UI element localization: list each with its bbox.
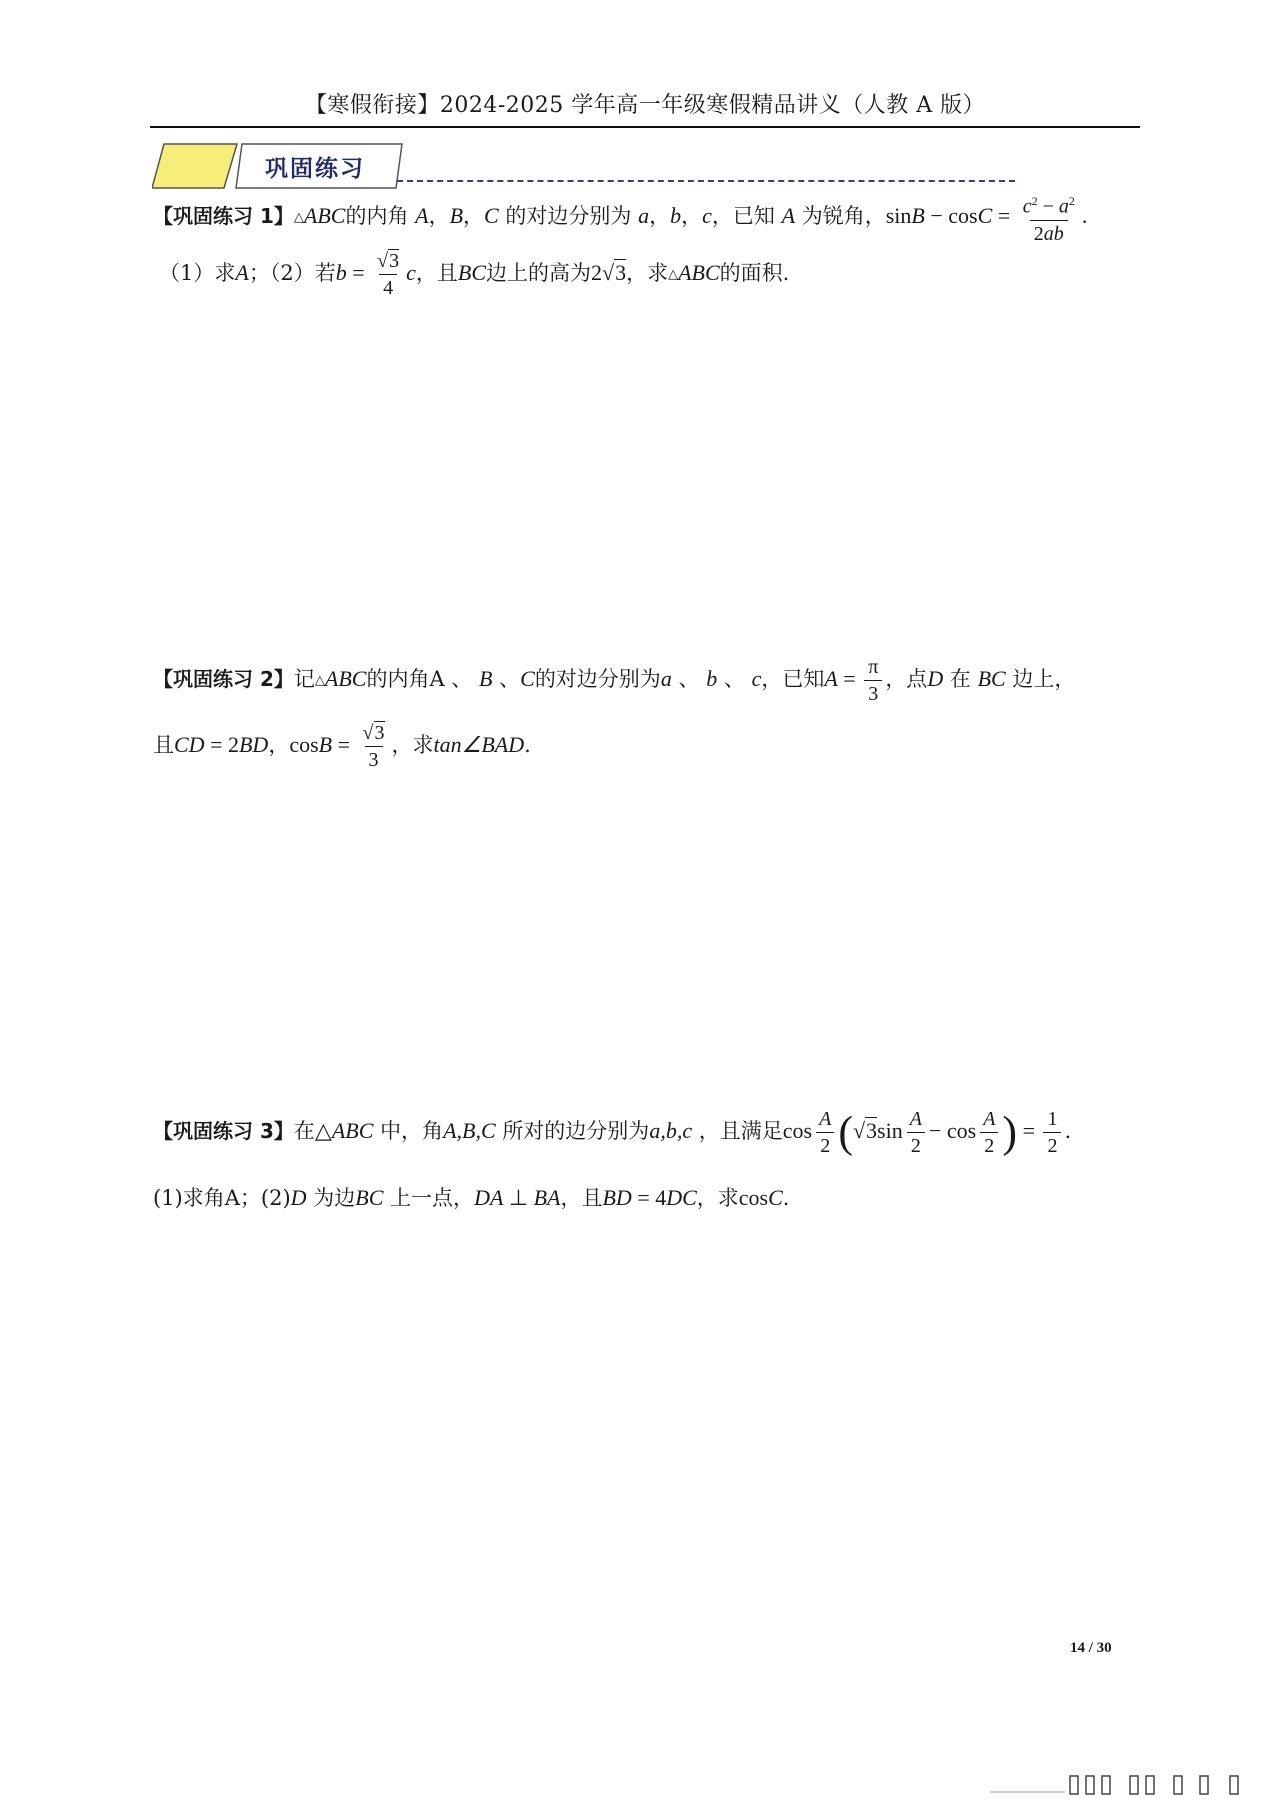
p1-q2-text: 的面积.: [719, 261, 790, 285]
problem-1-line-1: 【巩固练习 1】△ABC的内角 A，B，C 的对边分别为 a，b，c，已知 A 为锐角，sinB − cosC = $\frac{c^2 - a^2}{2ab}$ .: [153, 188, 1087, 247]
header-divider: [150, 126, 1140, 128]
p3-text: .: [782, 1186, 790, 1210]
p2-text: 、: [678, 667, 700, 691]
p3-text: ，求: [696, 1186, 739, 1210]
p2-text: 的内角A 、: [366, 667, 473, 691]
p2-text: 记: [293, 667, 315, 691]
p2-text: ，: [268, 733, 290, 757]
problem-3-line-2: (1)求角A；(2)D 为边BC 上一点，DA ⊥ BA，且BD = 4DC，求cosC.: [153, 1185, 790, 1210]
problem-2-tag: 【巩固练习 2】: [153, 667, 294, 691]
p3-text: 在: [293, 1119, 315, 1143]
formula-fraction: $\frac{A}{2}$: [979, 1106, 999, 1159]
problem-3-line-1: 【巩固练习 3】在△ABC 中，角A,B,C 所对的边分别为a,b,c ，且满足cos $\frac{A}{2}$ (√3sin $\frac{A}{2}$ − cos $\frac{A}{2}$ ) = $\frac{1}{2}$ .: [153, 1107, 1072, 1157]
p1-text: ，: [463, 203, 485, 228]
formula-fraction: $\frac{\pi}{3}$: [864, 654, 882, 707]
p1-text: 的对边分别为: [505, 203, 632, 228]
p1-q2-text: ，求: [626, 261, 669, 285]
problem-1-line-2: （1）求A；（2）若b = $\frac{√3}{4}$ c，且BC边上的高为2√3，求△ABC的面积.: [159, 250, 790, 299]
p3-text: .: [1064, 1119, 1072, 1143]
section-title: 巩固练习: [265, 155, 365, 182]
p2-text: 且: [153, 733, 174, 757]
page-number: 14 / 30: [1070, 1640, 1112, 1656]
p1-text: ，: [649, 203, 671, 228]
p3-text: ，且满足: [698, 1119, 783, 1143]
p1-q1-end: ；（2）若: [248, 261, 336, 285]
p2-text: 、: [499, 667, 521, 691]
formula-fraction: $\frac{√3}{4}$: [377, 250, 400, 299]
p2-text: ，求: [391, 733, 434, 757]
formula-fraction: $\frac{A}{2}$: [815, 1106, 835, 1159]
problem-2-line-1: 【巩固练习 2】记△ABC的内角A 、 B 、C的对边分别为a 、 b 、 c，已知A = $\frac{\pi}{3}$ ，点D 在 BC 边上，: [153, 656, 1076, 705]
p3-text: 所对的边分别为: [502, 1119, 650, 1143]
p1-text: ，: [428, 203, 450, 228]
problem-1-tag: 【巩固练习 1】: [153, 203, 294, 228]
p1-text: ，已知: [711, 203, 775, 228]
p3-text: 上一点，: [390, 1186, 475, 1210]
p2-text: 的对边分别为: [534, 667, 661, 691]
formula-fraction: $\frac{A}{2}$: [906, 1106, 926, 1159]
formula-fraction: $\frac{c^2 - a^2}{2ab}$: [1022, 194, 1075, 245]
p2-text: 边上，: [1012, 667, 1076, 691]
document-header-title: 【寒假衔接】2024-2025 学年高一年级寒假精品讲义（人教 A 版）: [304, 93, 986, 118]
problem-3-tag: 【巩固练习 3】: [153, 1119, 294, 1143]
p3-text: ，且: [560, 1186, 603, 1210]
p3-text: 中，角: [380, 1119, 444, 1143]
bottom-decoration-graphic: [990, 1772, 1265, 1798]
p1-text: 为锐角，: [801, 203, 886, 228]
formula-fraction: $\frac{√3}{3}$: [362, 722, 385, 771]
p2-text: 、: [723, 667, 745, 691]
p3-text: 为边: [313, 1186, 356, 1210]
triangle-symbol: △: [293, 209, 304, 225]
p3-q1: (1)求角A；(2): [153, 1186, 291, 1210]
p2-text: 在: [949, 667, 971, 691]
p1-q1: （1）求: [159, 261, 236, 285]
formula-fraction: $\frac{1}{2}$: [1043, 1106, 1061, 1159]
problem-2-line-2: 且CD = 2BD，cosB = $\frac{√3}{3}$ ，求tan∠BAD.: [153, 722, 531, 771]
p2-text: ，点: [885, 667, 928, 691]
p2-text: .: [524, 733, 531, 757]
p1-text: 的内角: [345, 203, 409, 228]
p2-text: ，已知: [761, 667, 825, 691]
p1-q2-text: 边上的高为: [486, 261, 591, 285]
banner-dashed-line: [397, 180, 1015, 182]
p1-text: ，: [681, 203, 703, 228]
p1-q2-text: ，且: [415, 261, 458, 285]
banner-yellow-block: [152, 144, 237, 188]
